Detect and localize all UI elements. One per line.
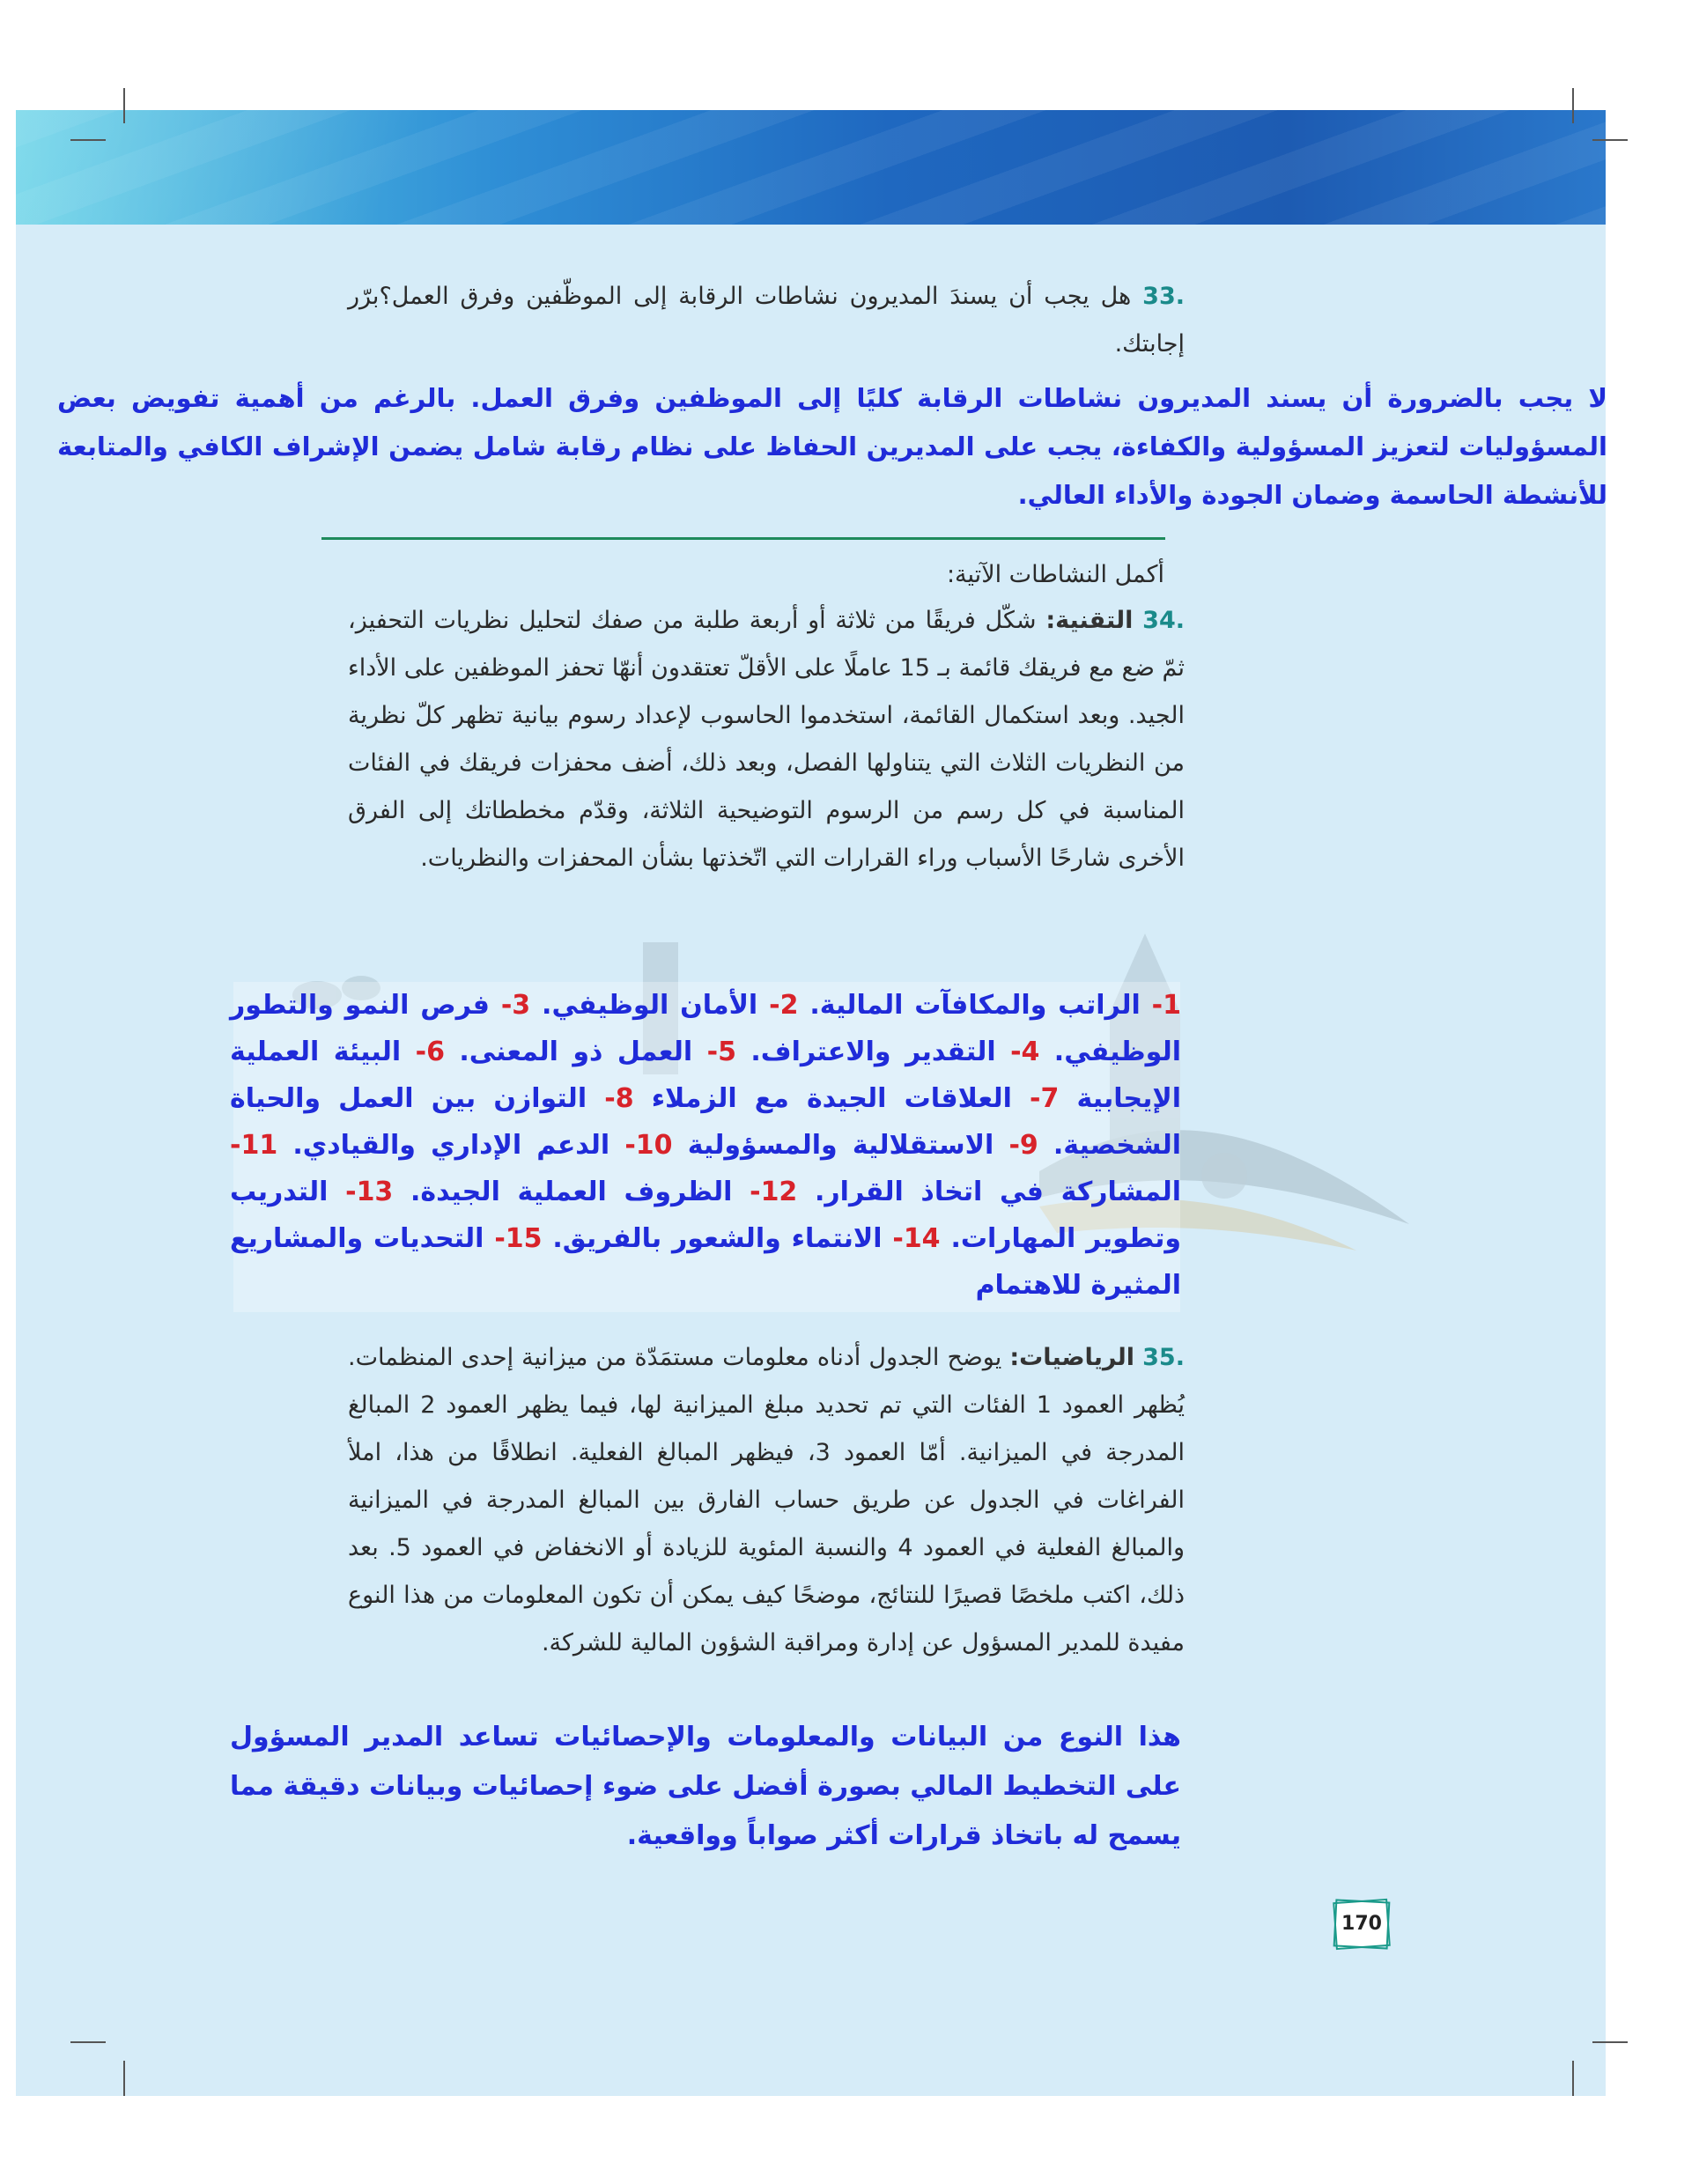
question-label: الرياضيات: [1009,1344,1135,1371]
list-item: الظروف العملية الجيدة. [393,1177,750,1207]
crop-mark [123,88,125,123]
list-number: 15- [494,1223,543,1254]
list-item: المشاركة في اتخاذ القرار. [797,1177,1181,1207]
question-33 [348,273,1185,368]
list-item: فرص النمو والتطور الوظيفي. [230,990,1182,1067]
list-item: التدريب وتطوير المهارات. [230,1177,1182,1254]
list-item: التقدير والاعتراف. [735,1037,1011,1067]
list-number: 2- [769,990,799,1021]
answer-35: هذا النوع من البيانات والمعلومات والإحصائيات تساعد المدير المسؤول على التخطيط المالي بصورة أفضل على ضوء إحصائيات وبيانات دقيقة مما يسمح له باتخاذ قرارات أكثر صواباً وواقعية. [230,1722,1181,1851]
list-item: الراتب والمكافآت المالية. [798,990,1152,1021]
section-divider [321,537,1165,540]
question-text: هل يجب أن يسندَ المديرون نشاطات الرقابة إلى الموظّفين وفرق العمل؟برّر إجابتك. [348,283,1185,358]
list-number: 14- [892,1223,941,1254]
list-number: 6- [415,1037,445,1067]
list-number: 10- [624,1130,673,1161]
list-number: 9- [1008,1130,1038,1161]
list-number: 5- [706,1037,736,1067]
list-number: 12- [750,1177,798,1207]
crop-mark [70,139,106,141]
list-item: العلاقات الجيدة مع الزملاء [633,1083,1030,1114]
list-number: 8- [604,1083,634,1114]
list-item: الانتماء والشعور بالفريق. [542,1223,893,1254]
crop-mark [1592,139,1628,141]
list-number: 1- [1151,990,1181,1021]
question-text: شكّل فريقًا من ثلاثة أو أربعة طلبة من صفك لتحليل نظريات التحفيز، ثمّ ضع مع فريقك قائمة بـ 15 عاملًا على الأقلّ تعتقدون أنهّا تحفز الموظفين على الأداء الجيد. وبعد استكمال القائمة، استخدموا الحاسوب لإعداد رسوم بيانية تظهر كلّ نظرية من النظريات الثلاث التي يتناولها الفصل، وبعد ذلك، أضف محفزات فريقك في الفئات المناسبة في كل رسم من الرسوم التوضيحية الثلاثة، وقدّم مخططاتك إلى الفرق الأخرى شارحًا الأسباب وراء القرارات التي اتّخذتها بشأن المحفزات والنظريات. [348,607,1186,872]
list-number: 7- [1030,1083,1060,1114]
list-item: العمل ذو المعنى. [444,1037,707,1067]
page-number-badge [1334,1900,1389,1948]
crop-mark [70,2041,106,2043]
list-item: البيئة العملية الإيجابية [230,1037,1181,1114]
list-item: التحديات والمشاريع المثيرة للاهتمام [230,1223,1181,1301]
question-number: .33 [1142,283,1185,310]
crop-mark [1572,2061,1574,2096]
page-number: 170 [1341,1913,1382,1935]
answer-33: لا يجب بالضرورة أن يسند المديرون نشاطات الرقابة كليًا إلى الموظفين وفرق العمل. بالرغم من أهمية تفويض بعض المسؤوليات لتعزيز المسؤولية والكفاءة، يجب على المديرين الحفاظ على نظام رقابة شامل يضمن الإشراف الكافي والمتابعة للأنشطة الحاسمة وضمان الجودة والأداء العالي. [57,383,1607,510]
question-label: التقنية: [1045,607,1134,634]
list-item: التوازن بين العمل والحياة الشخصية. [230,1083,1182,1161]
crop-mark [1572,88,1574,123]
list-number: 4- [1010,1037,1040,1067]
question-35 [348,1334,1185,1667]
question-34 [348,597,1185,882]
question-text: يوضح الجدول أدناه معلومات مستمَدّة من ميزانية إحدى المنظمات. يُظهر العمود 1 الفئات التي تم تحديد مبلغ الميزانية لها، فيما يظهر العمود 2 المبالغ المدرجة في الميزانية. أمّا العمود 3، فيظهر المبالغ الفعلية. انطلاقًا من هذا، املأ الفراغات في الجدول عن طريق حساب الفارق بين المبالغ المدرجة في الميزانية والمبالغ الفعلية في العمود 4 والنسبة المئوية للزيادة أو الانخفاض في العمود 5. بعد ذلك، اكتب ملخصًا قصيرًا للنتائج، موضحًا كيف يمكن أن تكون المعلومات من هذا النوع مفيدة للمدير المسؤول عن إدارة ومراقبة الشؤون المالية للشركة. [348,1344,1186,1656]
list-number: 11- [230,1130,278,1161]
question-number: .35 [1142,1344,1185,1371]
list-number: 13- [345,1177,394,1207]
list-item: الاستقلالية والمسؤولية [672,1130,1009,1161]
activities-intro: أكمل النشاطات الآتية: [946,561,1164,588]
crop-mark [123,2061,125,2096]
header-banner [16,110,1606,225]
answer-34 [230,982,1181,1309]
list-item: الأمان الوظيفي. [530,990,770,1021]
list-item: الدعم الإداري والقيادي. [277,1130,625,1161]
crop-mark [1592,2041,1628,2043]
question-number: .34 [1142,607,1185,634]
list-number: 3- [500,990,531,1021]
